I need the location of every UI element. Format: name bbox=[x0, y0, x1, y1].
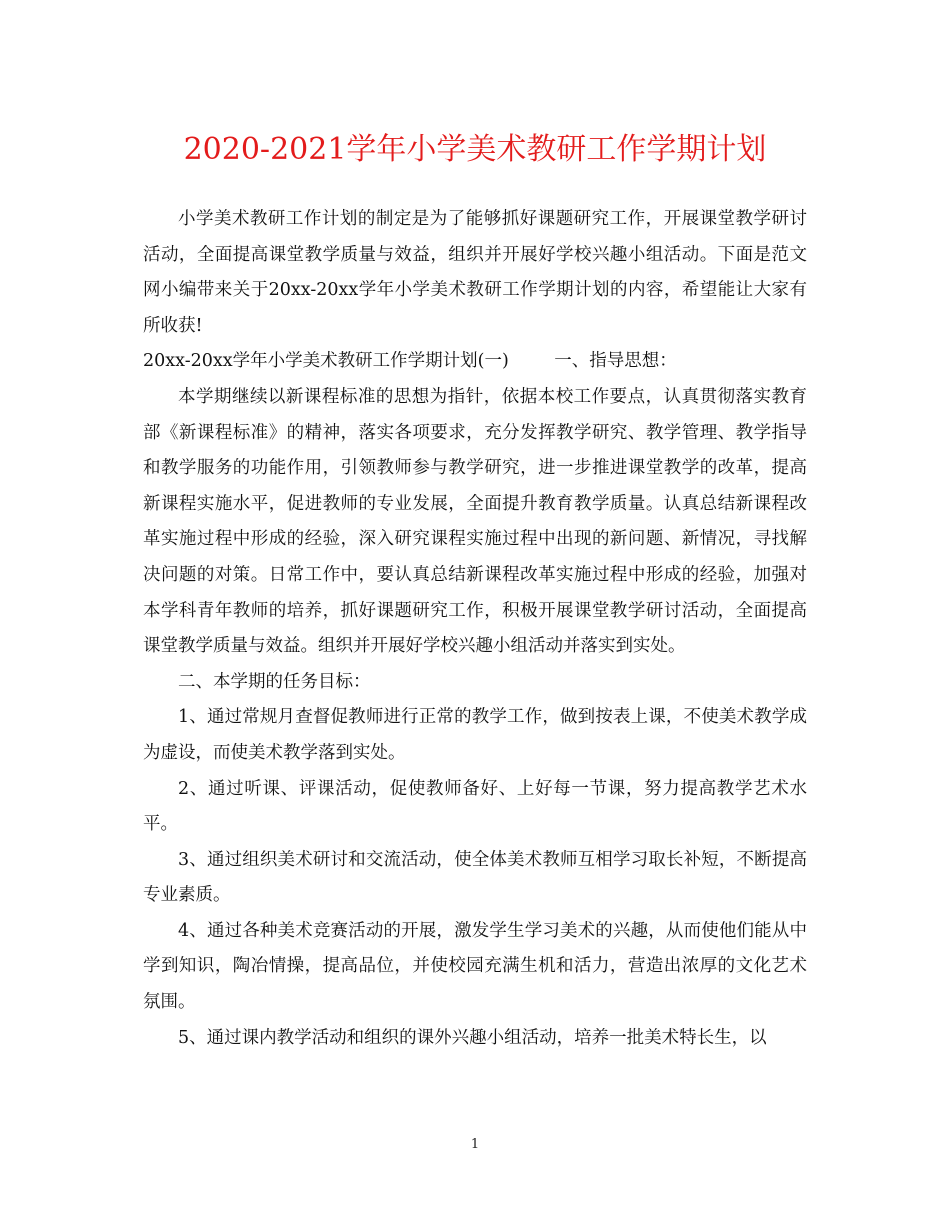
goal-item: 4、通过各种美术竞赛活动的开展，激发学生学习美术的兴趣，从而使他们能从中学到知识，陶冶情操，提高品位，并使校园充满生机和活力，营造出浓厚的文化艺术氛围。 bbox=[143, 920, 807, 1013]
intro-paragraph: 小学美术教研工作计划的制定是为了能够抓好课题研究工作，开展课堂教学研讨活动，全面提高课堂教学质量与效益，组织并开展好学校兴趣小组活动。下面是范文网小编带来关于20xx-20xx学年小学美术教研工作学期计划的内容，希望能让大家有所收获! bbox=[143, 209, 807, 336]
section-heading-guiding: 一、指导思想： bbox=[554, 351, 677, 372]
document-body bbox=[143, 202, 807, 1056]
goal-item: 1、通过常规月查督促教师进行正常的教学工作，做到按表上课，不使美术教学成为虚设，而使美术教学落到实处。 bbox=[143, 707, 807, 763]
goal-item: 5、通过课内教学活动和组织的课外兴趣小组活动，培养一批美术特长生，以 bbox=[178, 1027, 767, 1048]
plan-heading: 20xx-20xx学年小学美术教研工作学期计划(一) bbox=[143, 351, 509, 372]
section-heading-goals: 二、本学期的任务目标： bbox=[178, 671, 371, 692]
goal-item: 2、通过听课、评课活动，促使教师备好、上好每一节课，努力提高教学艺术水平。 bbox=[143, 778, 807, 835]
page-number: 1 bbox=[470, 1137, 480, 1152]
goal-item: 3、通过组织美术研讨和交流活动，使全体美术教师互相学习取长补短，不断提高专业素质。 bbox=[143, 849, 807, 906]
guiding-paragraph: 本学期继续以新课程标准的思想为指针，依据本校工作要点，认真贯彻落实教育部《新课程标准》的精神，落实各项要求，充分发挥教学研究、教学管理、教学指导和教学服务的功能作用，引领教师参与教学研究，进一步推进课堂教学的改革，提高新课程实施水平，促进教师的专业发展，全面提升教育教学质量。认真总结新课程改革实施过程中形成的经验，深入研究课程实施过程中出现的新问题、新情况，寻找解决问题的对策。日常工作中，要认真总结新课程改革实施过程中形成的经验，加强对本学科青年教师的培养，抓好课题研究工作，积极开展课堂教学研讨活动，全面提高课堂教学质量与效益。组织并开展好学校兴趣小组活动并落实到实处。 bbox=[143, 386, 807, 657]
document-title: 2020-2021学年小学美术教研工作学期计划 bbox=[183, 132, 767, 167]
plan-heading-line bbox=[143, 344, 807, 380]
